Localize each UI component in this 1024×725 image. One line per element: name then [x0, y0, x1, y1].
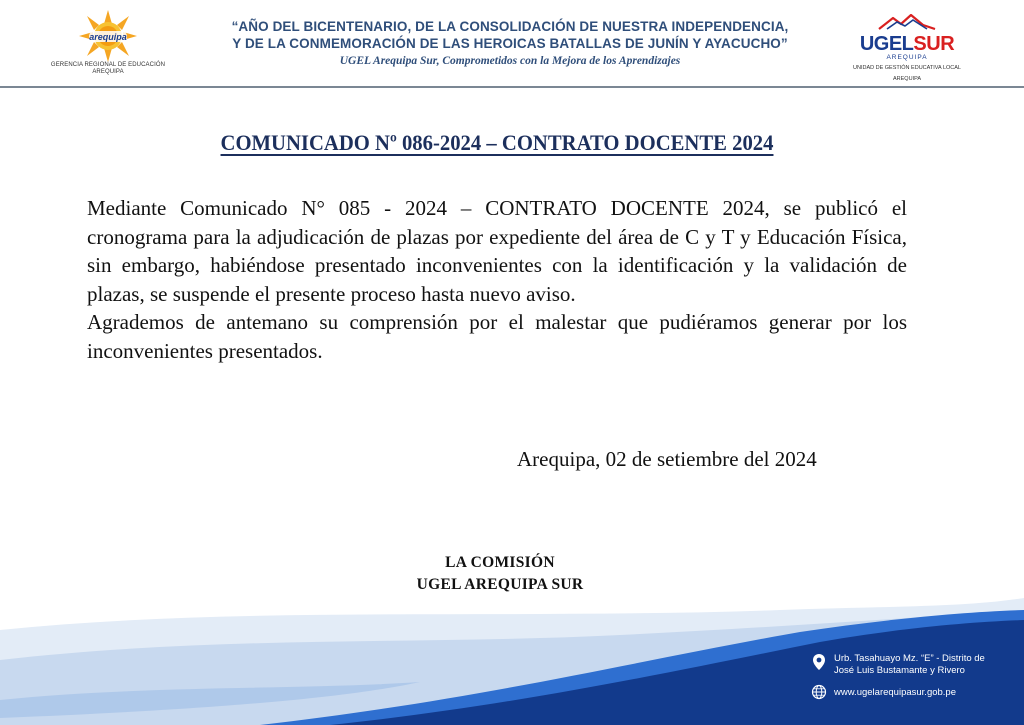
sur-word: SUR	[913, 33, 955, 55]
location-pin-icon	[812, 653, 826, 671]
body-paragraph-1: Mediante Comunicado N° 085 - 2024 – CONTRATO DOCENTE 2024, se publicó el cronograma para la adjudicación de plazas por expediente del área de C y T y Educación Física, sin embargo, habiéndose presentado inconvenientes con la identificación y la validación de plazas, se suspende el presente proceso hasta nuevo aviso.	[87, 196, 907, 306]
ugel-sur-logo	[848, 14, 966, 86]
institutional-slogan: UGEL Arequipa Sur, Comprometidos con la Mejora de los Aprendizajes	[339, 55, 681, 67]
header-text-block	[210, 18, 810, 67]
left-logo-caption-2: AREQUIPA	[92, 69, 124, 75]
signature-line-1: LA COMISIÓN	[445, 554, 555, 571]
footer-address	[834, 653, 1014, 676]
sun-logo-icon	[79, 10, 137, 62]
year-name-line-1: “AÑO DEL BICENTENARIO, DE LA CONSOLIDACIÓN DE NUESTRA INDEPENDENCIA,	[231, 19, 789, 34]
year-name-line-2: Y DE LA CONMEMORACIÓN DE LAS HEROICAS BATALLAS DE JUNÍN Y AYACUCHO”	[232, 36, 788, 51]
footer-website[interactable]: www.ugelarequipasur.gob.pe	[834, 687, 957, 698]
gerencia-regional-logo	[38, 10, 178, 84]
left-logo-caption-1: GERENCIA REGIONAL DE EDUCACIÓN	[50, 62, 166, 68]
ugel-logo-sub: AREQUIPA	[886, 54, 928, 61]
document-title: COMUNICADO Nº 086-2024 – CONTRATO DOCENTE 2024	[220, 130, 774, 155]
globe-icon	[811, 684, 827, 700]
logo-wordmark: arequipa	[89, 32, 127, 42]
address-line-1: Urb. Tasahuayo Mz. “E” - Distrito de	[834, 653, 985, 664]
address-line-2: José Luis Bustamante y Rivero	[834, 664, 965, 676]
letterhead	[0, 0, 1024, 86]
document-date: Arequipa, 02 de setiembre del 2024	[517, 447, 817, 471]
body-paragraph-2: Agrademos de antemano su comprensión por el malestar que pudiéramos generar por los inconvenientes presentados.	[87, 310, 907, 363]
mountain-logo-icon	[877, 14, 937, 30]
document-body	[87, 194, 907, 365]
signature-line-2: UGEL AREQUIPA SUR	[416, 576, 584, 593]
ugel-wordmark	[848, 34, 966, 54]
right-logo-caption-1: UNIDAD DE GESTIÓN EDUCATIVA LOCAL	[853, 65, 961, 71]
ugel-word: UGEL	[859, 33, 914, 55]
header-divider	[0, 86, 1024, 88]
right-logo-caption-2: AREQUIPA	[892, 75, 921, 82]
